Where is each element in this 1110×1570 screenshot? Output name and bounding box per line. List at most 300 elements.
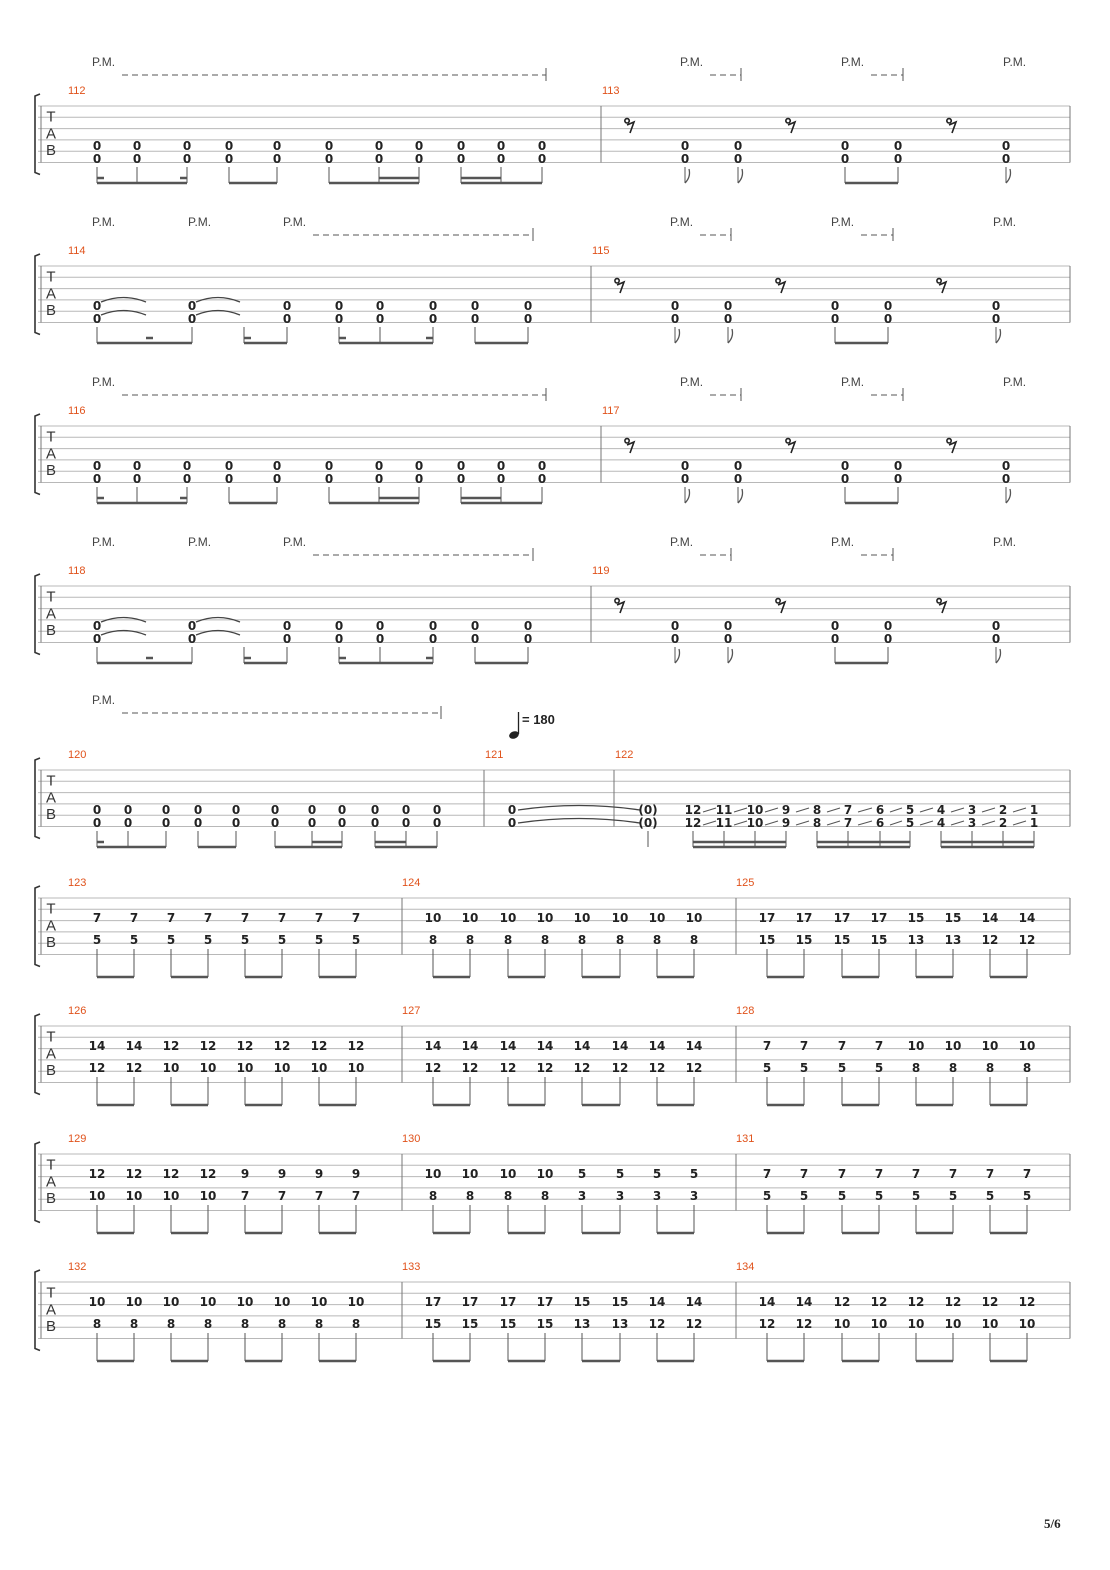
fret-number: 0 (307, 803, 317, 817)
fret-number: 1 (1029, 816, 1039, 830)
palm-mute-label: P.M. (680, 375, 704, 389)
fret-number: 12 (611, 1061, 629, 1075)
fret-number: 0 (507, 803, 517, 817)
staff-system (35, 1142, 1070, 1223)
slide-line (951, 808, 964, 812)
fret-number: 0 (670, 619, 680, 633)
fret-number: 6 (875, 816, 885, 830)
fret-number: 0 (193, 803, 203, 817)
fret-number: 8 (540, 1189, 550, 1203)
fret-number: 0 (375, 632, 385, 646)
fret-number: 12 (1018, 933, 1036, 947)
fret-number: 0 (537, 139, 547, 153)
fret-number: 0 (432, 803, 442, 817)
fret-number: 8 (812, 803, 822, 817)
fret-number: 0 (680, 152, 690, 166)
fret-number: 0 (470, 312, 480, 326)
fret-number: (0) (638, 816, 658, 830)
fret-number: 12 (1018, 1295, 1036, 1309)
note-flag (1006, 169, 1011, 183)
fret-number: 5 (129, 933, 139, 947)
palm-mute-label: P.M. (188, 215, 212, 229)
measure-number: 117 (602, 405, 620, 417)
fret-number: 0 (224, 459, 234, 473)
fret-number: 10 (981, 1317, 999, 1331)
fret-number: 0 (893, 472, 903, 486)
fret-number: 5 (240, 933, 250, 947)
fret-number: 7 (799, 1039, 809, 1053)
measure-number: 112 (68, 85, 86, 97)
slide-line (890, 808, 902, 812)
tab-clef-b: B (45, 622, 57, 640)
fret-number: 10 (162, 1061, 180, 1075)
fret-number: 0 (307, 816, 317, 830)
fret-number: 0 (733, 152, 743, 166)
fret-number: 3 (652, 1189, 662, 1203)
fret-number: 12 (684, 816, 702, 830)
fret-number: 7 (837, 1039, 847, 1053)
fret-number: 12 (125, 1061, 143, 1075)
fret-number: 0 (840, 152, 850, 166)
fret-number: 7 (203, 911, 213, 925)
fret-number: 0 (334, 619, 344, 633)
eighth-rest (625, 439, 634, 453)
fret-number: 10 (907, 1039, 925, 1053)
fret-number: 10 (499, 1167, 517, 1181)
note-flag (738, 169, 743, 183)
fret-number: 10 (310, 1061, 328, 1075)
fret-number: 0 (270, 803, 280, 817)
staff-system (35, 1014, 1070, 1095)
fret-number: 10 (424, 1167, 442, 1181)
measure-number: 114 (68, 245, 86, 257)
fret-number: 0 (507, 816, 517, 830)
fret-number: 5 (985, 1189, 995, 1203)
fret-number: 15 (870, 933, 888, 947)
palm-mute-label: P.M. (831, 535, 855, 549)
fret-number: 14 (499, 1039, 517, 1053)
palm-mute-label: P.M. (283, 535, 307, 549)
eighth-rest (786, 439, 795, 453)
fret-number: 0 (132, 139, 142, 153)
fret-number: 0 (92, 472, 102, 486)
fret-number: 5 (948, 1189, 958, 1203)
fret-number: 12 (88, 1061, 106, 1075)
measure-number: 126 (68, 1005, 87, 1017)
fret-number: 8 (577, 933, 587, 947)
slide-line (858, 808, 872, 812)
fret-number: 7 (843, 816, 853, 830)
fret-number: 14 (611, 1039, 629, 1053)
slide-line (951, 821, 964, 825)
fret-number: 8 (92, 1317, 102, 1331)
fret-number: 0 (670, 299, 680, 313)
palm-mute-label: P.M. (92, 215, 116, 229)
fret-number: 0 (414, 459, 424, 473)
eighth-rest (625, 119, 634, 133)
fret-number: 0 (830, 632, 840, 646)
fret-number: 12 (88, 1167, 106, 1181)
fret-number: 5 (874, 1189, 884, 1203)
fret-number: 15 (944, 911, 962, 925)
fret-number: 11 (715, 816, 733, 830)
fret-number: 0 (470, 299, 480, 313)
fret-number: 3 (967, 803, 977, 817)
fret-number: 10 (746, 803, 764, 817)
tab-clef-t: T (46, 1284, 56, 1302)
fret-number: 12 (907, 1295, 925, 1309)
note-flag (996, 649, 1001, 663)
tab-clef-b: B (45, 1062, 57, 1080)
tab-clef-b: B (45, 302, 57, 320)
palm-mute-label: P.M. (92, 535, 116, 549)
palm-mute-label: P.M. (993, 215, 1017, 229)
palm-mute-label: P.M. (841, 55, 865, 69)
fret-number: 0 (324, 459, 334, 473)
fret-number: 8 (203, 1317, 213, 1331)
slide-line (1013, 808, 1026, 812)
fret-number: 0 (92, 312, 102, 326)
fret-number: 5 (277, 933, 287, 947)
fret-number: 4 (936, 803, 946, 817)
fret-number: 0 (830, 619, 840, 633)
fret-number: 0 (456, 139, 466, 153)
fret-number: 10 (685, 911, 703, 925)
fret-number: 0 (374, 459, 384, 473)
fret-number: 0 (1001, 459, 1011, 473)
measure-number: 124 (402, 877, 421, 889)
palm-mute-label: P.M. (1003, 375, 1027, 389)
fret-number: 0 (456, 459, 466, 473)
fret-number: 10 (88, 1295, 106, 1309)
fret-number: 14 (536, 1039, 554, 1053)
fret-number: 14 (758, 1295, 776, 1309)
note-flag (675, 649, 680, 663)
fret-number: 10 (611, 911, 629, 925)
tab-clef-a: A (45, 605, 57, 623)
fret-number: 8 (812, 816, 822, 830)
slide-line (920, 821, 933, 825)
fret-number: 10 (273, 1295, 291, 1309)
eighth-rest (615, 279, 624, 293)
fret-number: 0 (374, 139, 384, 153)
palm-mute-label: P.M. (841, 375, 865, 389)
palm-mute-label: P.M. (1003, 55, 1027, 69)
fret-number: 12 (684, 803, 702, 817)
fret-number: 13 (611, 1317, 629, 1331)
fret-number: 8 (689, 933, 699, 947)
fret-number: 0 (272, 139, 282, 153)
fret-number: 0 (883, 312, 893, 326)
fret-number: 14 (685, 1295, 703, 1309)
fret-number: 0 (733, 459, 743, 473)
fret-number: 14 (685, 1039, 703, 1053)
tab-clef-b: B (45, 934, 57, 952)
fret-number: 5 (615, 1167, 625, 1181)
fret-number: 0 (670, 632, 680, 646)
fret-number: 15 (536, 1317, 554, 1331)
fret-number: 12 (685, 1317, 703, 1331)
fret-number: 0 (92, 816, 102, 830)
slide-line (827, 821, 840, 825)
fret-number: 0 (132, 459, 142, 473)
fret-number: 0 (370, 803, 380, 817)
fret-number: 7 (351, 911, 361, 925)
fret-number: 7 (843, 803, 853, 817)
note-flag (728, 649, 733, 663)
fret-number: 8 (428, 1189, 438, 1203)
slide-line (982, 821, 995, 825)
fret-number: 3 (689, 1189, 699, 1203)
fret-number: 0 (324, 472, 334, 486)
fret-number: 8 (428, 933, 438, 947)
fret-number: 0 (414, 152, 424, 166)
fret-number: 3 (577, 1189, 587, 1203)
slide-line (827, 808, 840, 812)
fret-number: 10 (125, 1295, 143, 1309)
note-flag (675, 329, 680, 343)
fret-number: 0 (187, 619, 197, 633)
fret-number: 0 (92, 803, 102, 817)
fret-number: 10 (1018, 1039, 1036, 1053)
fret-number: 12 (236, 1039, 254, 1053)
fret-number: 5 (351, 933, 361, 947)
fret-number: 0 (723, 632, 733, 646)
fret-number: 3 (615, 1189, 625, 1203)
fret-number: 0 (733, 139, 743, 153)
fret-number: 0 (991, 299, 1001, 313)
slide-line (920, 808, 933, 812)
fret-number: 12 (833, 1295, 851, 1309)
fret-number: 8 (652, 933, 662, 947)
fret-number: 9 (781, 803, 791, 817)
measure-number: 130 (402, 1133, 421, 1145)
slide-line (734, 821, 747, 825)
tab-clef-a: A (45, 1173, 57, 1191)
fret-number: 7 (985, 1167, 995, 1181)
fret-number: 0 (182, 139, 192, 153)
tab-clef-a: A (45, 917, 57, 935)
fret-number: 0 (670, 312, 680, 326)
fret-number: 0 (224, 139, 234, 153)
measure-number: 125 (736, 877, 755, 889)
fret-number: 8 (351, 1317, 361, 1331)
slide-line (796, 808, 809, 812)
fret-number: 0 (401, 803, 411, 817)
fret-number: 0 (272, 152, 282, 166)
fret-number: 17 (833, 911, 851, 925)
fret-number: 0 (456, 472, 466, 486)
fret-number: 12 (310, 1039, 328, 1053)
fret-number: 4 (936, 816, 946, 830)
fret-number: 0 (680, 139, 690, 153)
tab-clef-t: T (46, 900, 56, 918)
palm-mute-label: P.M. (831, 215, 855, 229)
note-flag (738, 489, 743, 503)
fret-number: 0 (496, 459, 506, 473)
fret-number: 0 (523, 312, 533, 326)
fret-number: 0 (680, 472, 690, 486)
fret-number: 0 (337, 816, 347, 830)
fret-number: 0 (282, 619, 292, 633)
measure-number: 122 (615, 749, 634, 761)
measure-number: 127 (402, 1005, 421, 1017)
fret-number: 11 (715, 803, 733, 817)
fret-number: 12 (795, 1317, 813, 1331)
fret-number: 7 (351, 1189, 361, 1203)
fret-number: 0 (537, 152, 547, 166)
measure-number: 115 (592, 245, 610, 257)
palm-mute-label: P.M. (680, 55, 704, 69)
note-flag (1006, 489, 1011, 503)
fret-number: 8 (615, 933, 625, 947)
fret-number: 13 (944, 933, 962, 947)
fret-number: 7 (874, 1167, 884, 1181)
fret-number: 0 (840, 139, 850, 153)
fret-number: 10 (536, 1167, 554, 1181)
fret-number: 12 (273, 1039, 291, 1053)
fret-number: 0 (282, 299, 292, 313)
fret-number: 12 (981, 1295, 999, 1309)
fret-number: 0 (428, 632, 438, 646)
fret-number: 0 (282, 312, 292, 326)
fret-number: 12 (162, 1167, 180, 1181)
fret-number: 0 (991, 312, 1001, 326)
fret-number: 14 (1018, 911, 1036, 925)
fret-number: 8 (240, 1317, 250, 1331)
fret-number: 5 (905, 803, 915, 817)
fret-number: 10 (347, 1295, 365, 1309)
tempo-marking: = 180 (522, 712, 555, 727)
slide-line (765, 808, 778, 812)
fret-number: 0 (375, 299, 385, 313)
fret-number: 0 (375, 312, 385, 326)
fret-number: 7 (92, 911, 102, 925)
fret-number: 7 (762, 1167, 772, 1181)
fret-number: 8 (166, 1317, 176, 1331)
fret-number: 17 (461, 1295, 479, 1309)
fret-number: 10 (907, 1317, 925, 1331)
fret-number: 17 (499, 1295, 517, 1309)
fret-number: 8 (129, 1317, 139, 1331)
fret-number: 0 (1001, 152, 1011, 166)
fret-number: 10 (461, 911, 479, 925)
fret-number: 14 (125, 1039, 143, 1053)
tab-clef-a: A (45, 1045, 57, 1063)
fret-number: 0 (414, 472, 424, 486)
fret-number: 12 (981, 933, 999, 947)
tab-clef-t: T (46, 1156, 56, 1174)
fret-number: 10 (461, 1167, 479, 1181)
fret-number: 10 (648, 911, 666, 925)
measure-number: 119 (592, 565, 610, 577)
tab-clef-t: T (46, 108, 56, 126)
measure-number: 123 (68, 877, 87, 889)
fret-number: 17 (795, 911, 813, 925)
tab-clef-b: B (45, 1318, 57, 1336)
fret-number: 12 (648, 1317, 666, 1331)
fret-number: 13 (573, 1317, 591, 1331)
palm-mute-label: P.M. (188, 535, 212, 549)
fret-number: 15 (907, 911, 925, 925)
fret-number: 0 (92, 619, 102, 633)
fret-number: 5 (762, 1189, 772, 1203)
fret-number: 0 (132, 472, 142, 486)
fret-number: 14 (88, 1039, 106, 1053)
measure-number: 131 (736, 1133, 755, 1145)
slide-line (703, 808, 716, 812)
fret-number: 0 (272, 472, 282, 486)
fret-number: 0 (991, 619, 1001, 633)
fret-number: 7 (166, 911, 176, 925)
fret-number: 7 (799, 1167, 809, 1181)
fret-number: 0 (374, 152, 384, 166)
fret-number: 12 (347, 1039, 365, 1053)
fret-number: 10 (499, 911, 517, 925)
fret-number: 15 (424, 1317, 442, 1331)
fret-number: 10 (347, 1061, 365, 1075)
tab-clef-t: T (46, 428, 56, 446)
eighth-rest (937, 279, 946, 293)
fret-number: 17 (536, 1295, 554, 1309)
fret-number: 15 (461, 1317, 479, 1331)
fret-number: 15 (499, 1317, 517, 1331)
fret-number: 10 (870, 1317, 888, 1331)
fret-number: 8 (1022, 1061, 1032, 1075)
fret-number: 0 (893, 139, 903, 153)
fret-number: 0 (187, 632, 197, 646)
fret-number: 0 (537, 472, 547, 486)
tab-clef-t: T (46, 772, 56, 790)
fret-number: 10 (199, 1189, 217, 1203)
fret-number: 14 (424, 1039, 442, 1053)
fret-number: 10 (833, 1317, 851, 1331)
fret-number: (0) (638, 803, 658, 817)
note-flag (996, 329, 1001, 343)
fret-number: 0 (840, 472, 850, 486)
fret-number: 7 (1022, 1167, 1032, 1181)
fret-number: 17 (870, 911, 888, 925)
fret-number: 0 (840, 459, 850, 473)
fret-number: 10 (125, 1189, 143, 1203)
fret-number: 0 (270, 816, 280, 830)
fret-number: 6 (875, 803, 885, 817)
staff-system (35, 758, 1070, 839)
fret-number: 10 (88, 1189, 106, 1203)
fret-number: 8 (911, 1061, 921, 1075)
fret-number: 5 (577, 1167, 587, 1181)
measure-number: 118 (68, 565, 86, 577)
fret-number: 8 (503, 1189, 513, 1203)
tab-clef-a: A (45, 445, 57, 463)
fret-number: 9 (351, 1167, 361, 1181)
fret-number: 12 (162, 1039, 180, 1053)
fret-number: 0 (92, 459, 102, 473)
fret-number: 0 (132, 152, 142, 166)
palm-mute-label: P.M. (92, 693, 116, 707)
fret-number: 14 (795, 1295, 813, 1309)
fret-number: 0 (272, 459, 282, 473)
fret-number: 2 (998, 816, 1008, 830)
fret-number: 5 (92, 933, 102, 947)
fret-number: 10 (536, 911, 554, 925)
fret-number: 10 (944, 1317, 962, 1331)
tab-clef-b: B (45, 1190, 57, 1208)
fret-number: 10 (746, 816, 764, 830)
fret-number: 0 (375, 619, 385, 633)
fret-number: 5 (837, 1061, 847, 1075)
palm-mute-label: P.M. (670, 535, 694, 549)
